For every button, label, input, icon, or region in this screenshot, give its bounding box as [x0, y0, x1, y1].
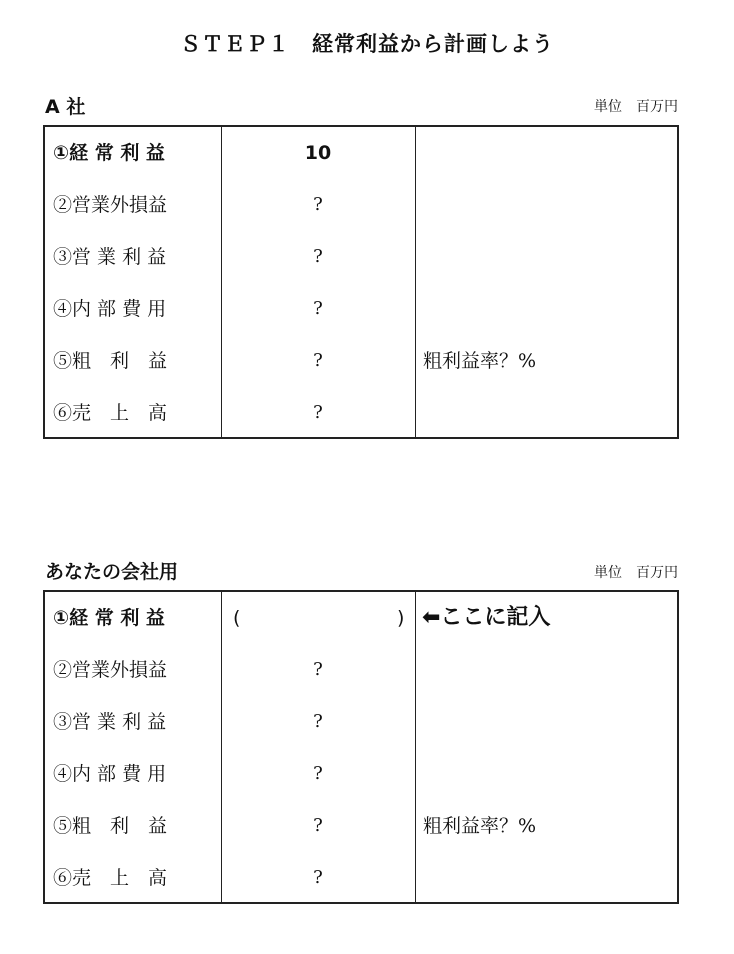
row-label: ④内 部 費 用	[53, 298, 167, 320]
row-label: ①経 常 利 益	[53, 142, 165, 164]
row-value: ?	[313, 298, 323, 319]
section-b-label: あなたの会社用	[45, 561, 179, 583]
row-label: ⑤粗 利 益	[53, 815, 168, 837]
row-value: 10	[304, 142, 332, 164]
row-value: ?	[313, 350, 323, 371]
input-paren-open: (	[233, 607, 241, 629]
your-company-table	[43, 590, 679, 904]
input-paren-close: )	[397, 607, 405, 629]
table-row	[45, 852, 677, 904]
table-row	[45, 748, 677, 800]
row-label: ①経 常 利 益	[53, 607, 165, 629]
table-row	[45, 283, 677, 335]
table-row	[45, 696, 677, 748]
row-label: ③営 業 利 益	[53, 711, 167, 733]
row-label: ⑤粗 利 益	[53, 350, 168, 372]
row-label: ④内 部 費 用	[53, 763, 167, 785]
row-value: ?	[313, 815, 323, 836]
row-value: ?	[313, 659, 323, 680]
row-label: ⑥売 上 高	[53, 867, 168, 889]
gross-margin-note: 粗利益率？%	[423, 815, 537, 837]
gross-margin-note: 粗利益率？%	[423, 350, 537, 372]
row-value: ?	[313, 246, 323, 267]
section-a-unit: 単位 百万円	[594, 99, 678, 115]
row-label: ⑥売 上 高	[53, 402, 168, 424]
fill-in-here-note: ⬅ここに記入	[422, 605, 551, 630]
table-row	[45, 127, 677, 179]
table-row	[45, 592, 677, 644]
row-value: ?	[313, 711, 323, 732]
row-value: ?	[313, 763, 323, 784]
company-a-table	[43, 125, 679, 439]
page-title: ＳＴＥＰ１ 経常利益から計画しよう	[180, 32, 554, 56]
row-label: ②営業外損益	[53, 194, 168, 216]
table-row	[45, 644, 677, 696]
table-row	[45, 800, 677, 852]
table-row	[45, 335, 677, 387]
row-label: ②営業外損益	[53, 659, 168, 681]
table-row	[45, 231, 677, 283]
row-value: ?	[313, 867, 323, 888]
row-label: ③営 業 利 益	[53, 246, 167, 268]
ordinary-profit-input[interactable]	[221, 592, 415, 644]
table-row	[45, 179, 677, 231]
section-a-label: A 社	[45, 96, 86, 118]
row-value: ?	[313, 194, 323, 215]
section-b-unit: 単位 百万円	[594, 565, 678, 581]
table-row	[45, 387, 677, 439]
row-value: ?	[313, 402, 323, 423]
